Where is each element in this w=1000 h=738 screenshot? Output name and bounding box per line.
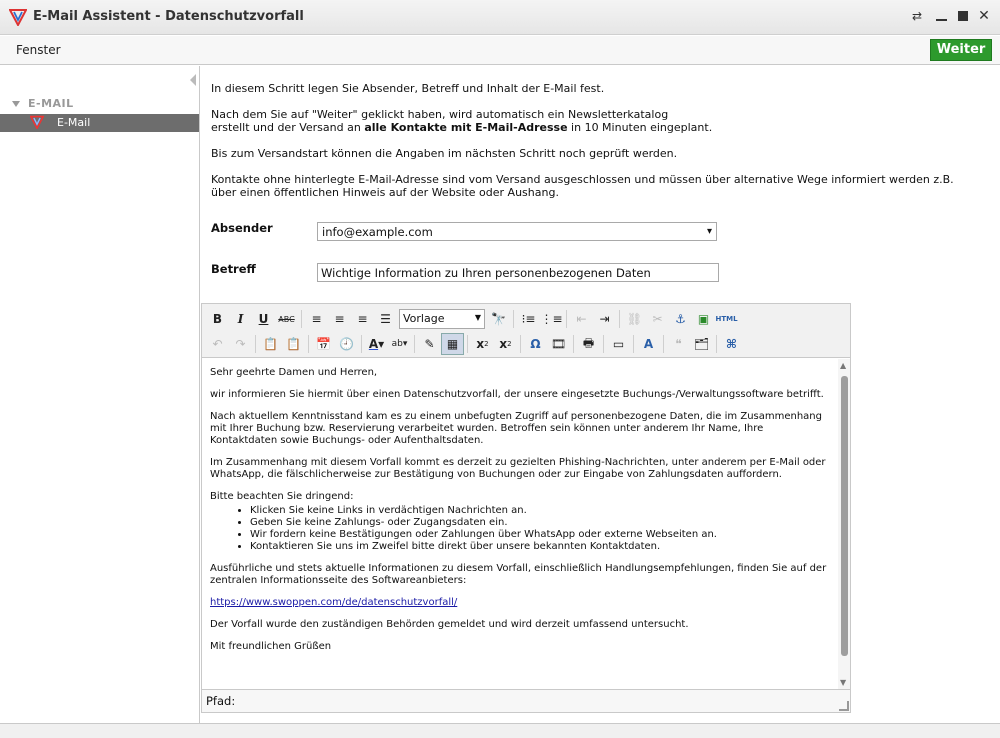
list-item: • Geben Sie keine Zahlungs- oder Zugangsdaten ein. bbox=[250, 517, 830, 529]
superscript-icon[interactable]: x 2 bbox=[499, 337, 512, 351]
toolbar-separator bbox=[573, 335, 574, 353]
text-color-icon[interactable]: A ▾ bbox=[368, 337, 385, 351]
toolbar-separator bbox=[520, 335, 521, 353]
restore-icon[interactable]: ⇄ bbox=[911, 9, 923, 23]
editor-body[interactable] bbox=[202, 359, 838, 689]
toolbar-separator bbox=[716, 335, 717, 353]
html-source-icon[interactable]: HTML bbox=[715, 315, 738, 323]
redo-icon[interactable]: ↷ bbox=[235, 337, 246, 351]
bullet-list-icon[interactable]: ⁝≡ bbox=[521, 312, 536, 326]
italic-icon[interactable]: I bbox=[237, 312, 244, 326]
strikethrough-icon[interactable]: ABC bbox=[278, 314, 295, 324]
absender-label: Absender bbox=[211, 221, 273, 235]
intro-text-2 bbox=[211, 108, 712, 134]
status-bar bbox=[0, 723, 1000, 738]
resize-handle-icon[interactable] bbox=[839, 701, 849, 711]
mail-paragraph: wir informieren Sie hiermit über einen Datenschutzvorfall, der unsere eingesetzte Buchungs-/Verwaltungssoftware betrifft. bbox=[210, 389, 824, 400]
list-item: • Kontaktieren Sie uns im Zweifel bitte direkt über unsere bekannten Kontaktdaten. bbox=[250, 541, 830, 553]
chevron-down-icon: ▾ bbox=[706, 226, 712, 237]
placeholder-icon[interactable]: ⌘ bbox=[725, 337, 738, 351]
link-icon[interactable]: ⛓ bbox=[626, 312, 643, 326]
numbered-list-icon[interactable]: ⋮≡ bbox=[540, 312, 563, 326]
align-justify-icon[interactable]: ☰ bbox=[380, 312, 391, 326]
align-left-icon[interactable]: ≡ bbox=[311, 312, 322, 326]
intro-text-2-post: in 10 Minuten eingeplant. bbox=[567, 121, 713, 134]
sidebar-section-email[interactable] bbox=[12, 97, 74, 110]
toolbar-separator bbox=[255, 335, 256, 353]
fullscreen-icon[interactable]: ▭ bbox=[612, 337, 625, 351]
mail-paragraph: Der Vorfall wurde den zuständigen Behörden gemeldet und wird derzeit umfassend untersucht. bbox=[210, 619, 689, 630]
mail-paragraph: Nach aktuellem Kenntnisstand kam es zu einem unbefugten Zugriff auf personenbezogene Daten, die im Zusammenhang mit Ihrer Buchung bzw. Reservierung verarbeitet wurden. Betroffen sein können unter anderem Ihr Name, Ihre Kontaktdaten sowie Buchungs- oder Aufenthaltsdaten. bbox=[210, 411, 822, 446]
menu-bar bbox=[0, 36, 1000, 65]
intro-text-3: Bis zum Versandstart können die Angaben im nächsten Schritt noch geprüft werden. bbox=[211, 147, 678, 160]
media-icon[interactable]: 🎞 bbox=[550, 337, 567, 351]
betreff-label: Betreff bbox=[211, 262, 256, 276]
sidebar-item-label: E-Mail bbox=[57, 116, 91, 129]
unlink-icon[interactable]: ✂ bbox=[652, 312, 663, 326]
toolbar-separator bbox=[566, 310, 567, 328]
info-page-link[interactable]: https://www.swoppen.com/de/datenschutzvorfall/ bbox=[210, 597, 458, 608]
toolbar-separator bbox=[663, 335, 664, 353]
list-item: • Wir fordern keine Bestätigungen oder Zahlungen über WhatsApp oder externe Webseiten an. bbox=[250, 529, 830, 541]
outdent-icon[interactable]: ⇤ bbox=[576, 312, 587, 326]
editor-path-bar bbox=[202, 689, 850, 712]
weiter-button[interactable]: Weiter bbox=[930, 39, 992, 61]
list-item: • Klicken Sie keine Links in verdächtigen Nachrichten an. bbox=[250, 505, 830, 517]
toolbar-separator bbox=[301, 310, 302, 328]
anchor-icon[interactable]: ⚓ bbox=[675, 312, 686, 326]
minimize-icon[interactable] bbox=[933, 8, 949, 24]
betreff-input[interactable]: Wichtige Information zu Ihren personenbezogenen Daten bbox=[317, 263, 719, 282]
absender-value: info@example.com bbox=[322, 225, 433, 239]
paste-word-icon[interactable]: 📋 bbox=[286, 337, 301, 351]
edit-icon[interactable]: ✎ bbox=[424, 337, 435, 351]
collapse-sidebar-icon[interactable] bbox=[190, 74, 196, 86]
sidebar-section-label: E-MAIL bbox=[28, 97, 74, 110]
paste-icon[interactable]: 📋 bbox=[263, 337, 278, 351]
scroll-up-icon[interactable]: ▲ bbox=[840, 361, 847, 370]
scroll-down-icon[interactable]: ▼ bbox=[840, 678, 847, 687]
table-icon[interactable]: ▦ bbox=[441, 333, 464, 355]
path-label: Pfad: bbox=[206, 694, 236, 708]
sidebar bbox=[0, 66, 200, 723]
toolbar-separator bbox=[308, 335, 309, 353]
intro-text-4-line1: Kontakte ohne hinterlegte E-Mail-Adresse sind vom Versand ausgeschlossen und müssen über alternative Wege informiert werden z.B. bbox=[211, 173, 954, 186]
align-right-icon[interactable]: ≡ bbox=[357, 312, 368, 326]
find-icon[interactable]: 🔭 bbox=[491, 312, 506, 326]
template-icon[interactable]: 🗂 bbox=[693, 337, 710, 351]
intro-text-4-line2: über einen öffentlichen Hinweis auf der Website oder Aushang. bbox=[211, 186, 559, 199]
align-center-icon[interactable]: ≡ bbox=[334, 312, 345, 326]
chevron-down-icon: ▼ bbox=[474, 313, 481, 322]
app-logo-icon bbox=[9, 8, 27, 26]
styles-icon[interactable]: A bbox=[643, 337, 654, 351]
image-icon[interactable]: ▣ bbox=[697, 312, 710, 326]
toolbar-separator bbox=[414, 335, 415, 353]
mail-paragraph: Bitte beachten Sie dringend: bbox=[210, 491, 354, 502]
intro-text-2-pre: erstellt und der Versand an bbox=[211, 121, 365, 134]
title-bar bbox=[0, 0, 1000, 35]
bold-icon[interactable]: B bbox=[212, 312, 223, 326]
insert-time-icon[interactable]: 🕘 bbox=[339, 337, 354, 351]
toolbar-separator bbox=[361, 335, 362, 353]
underline-icon[interactable]: U bbox=[258, 312, 269, 326]
style-select[interactable] bbox=[399, 309, 485, 329]
window-title: E-Mail Assistent - Datenschutzvorfall bbox=[33, 9, 304, 24]
subscript-icon[interactable]: x 2 bbox=[476, 337, 489, 351]
insert-date-icon[interactable]: 📅 bbox=[316, 337, 331, 351]
main-content bbox=[201, 66, 1000, 723]
intro-text-2-bold: alle Kontakte mit E-Mail-Adresse bbox=[364, 121, 568, 134]
intro-text-1: In diesem Schritt legen Sie Absender, Betreff und Inhalt der E-Mail fest. bbox=[211, 82, 605, 95]
editor-toolbar bbox=[202, 304, 850, 358]
editor-scrollbar[interactable] bbox=[838, 359, 850, 689]
mail-bullet-list bbox=[250, 505, 830, 553]
mail-paragraph: Im Zusammenhang mit diesem Vorfall kommt es derzeit zu gezielten Phishing-Nachrichten, unter anderem per E-Mail oder WhatsApp, die fälschlicherweise zur Bestätigung von Buchungen oder zur Eingabe von Zahlungsdaten auffordern. bbox=[210, 457, 826, 480]
indent-icon[interactable]: ⇥ bbox=[599, 312, 610, 326]
toolbar-separator bbox=[513, 310, 514, 328]
close-icon[interactable]: ✕ bbox=[978, 8, 990, 24]
toolbar-separator bbox=[633, 335, 634, 353]
mail-closing: Mit freundlichen Grüßen bbox=[210, 641, 332, 652]
special-char-icon[interactable]: Ω bbox=[530, 337, 541, 351]
mail-greeting: Sehr geehrte Damen und Herren, bbox=[210, 367, 378, 378]
sidebar-item-email[interactable] bbox=[0, 114, 199, 132]
toolbar-separator bbox=[603, 335, 604, 353]
undo-icon[interactable]: ↶ bbox=[212, 337, 223, 351]
absender-select[interactable] bbox=[317, 222, 717, 241]
rich-text-editor bbox=[201, 303, 851, 713]
intro-text-2-line1: Nach dem Sie auf "Weiter" geklickt haben, wird automatisch ein Newsletterkatalog bbox=[211, 108, 669, 121]
toolbar-separator bbox=[619, 310, 620, 328]
scrollbar-thumb[interactable] bbox=[841, 376, 848, 656]
intro-text-4 bbox=[211, 173, 954, 199]
print-icon[interactable]: 🖶 bbox=[582, 335, 595, 350]
toolbar-separator bbox=[467, 335, 468, 353]
highlight-color-icon[interactable]: ab▾ bbox=[391, 339, 408, 349]
maximize-icon[interactable] bbox=[955, 8, 971, 24]
menu-fenster[interactable]: Fenster bbox=[16, 43, 61, 57]
chevron-down-icon bbox=[12, 101, 20, 107]
blockquote-icon[interactable]: ❝ bbox=[675, 337, 682, 351]
mail-paragraph: Ausführliche und stets aktuelle Informationen zu diesem Vorfall, einschließlich Handlungsempfehlungen, finden Sie auf der zentralen Informationsseite des Softwareanbieters: bbox=[210, 563, 827, 586]
app-logo-icon bbox=[30, 115, 44, 129]
style-select-value: Vorlage bbox=[403, 312, 445, 325]
